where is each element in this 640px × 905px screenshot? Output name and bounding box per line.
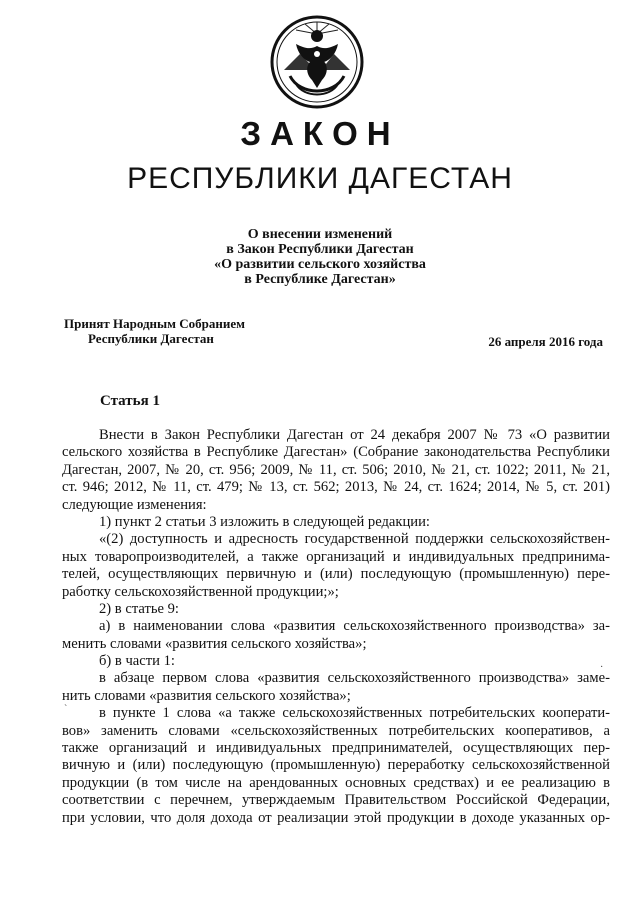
dagestan-coat-of-arms-icon (270, 14, 364, 110)
body-line: телей, осуществляющих первичную и (или) последующую (промышленную) пере- (62, 566, 610, 583)
body-line: в пункте 1 слова «а также сельскохозяйственных потребительских кооперати- (99, 705, 610, 722)
law-subtitle (0, 227, 640, 287)
body-line: ных товаропроизводителей, а также организаций и индивидуальных предпринима- (62, 548, 610, 565)
adoption-date: 26 апреля 2016 года (488, 334, 603, 349)
adoption-line-2: Республики Дагестан (88, 331, 214, 346)
article-body (62, 427, 610, 827)
body-line: ст. 946; 2012, № 11, ст. 479; № 13, ст. 562; 2013, № 24, ст. 1624; 2014, № 5, ст. 201) (62, 479, 610, 496)
body-line: 2) в статье 9: (99, 600, 179, 617)
body-line: а) в наименовании слова «развития сельскохозяйственного производства» за- (99, 618, 610, 635)
body-line: менить словами «развития сельского хозяйства»; (62, 635, 367, 652)
republic-title: РЕСПУБЛИКИ ДАГЕСТАН (127, 162, 513, 195)
body-line: в абзаце первом слова «развития сельскохозяйственного производства» заме- (99, 670, 610, 687)
scan-speck: ˋ (64, 704, 68, 715)
body-line: соответствии с перечнем, утверждаемым Правительством Российской Федерации, (62, 792, 610, 809)
body-line: сельского хозяйства в Республике Дагестан» (Собрание законодательства Республики (62, 444, 610, 461)
law-title: ЗАКОН (240, 115, 400, 152)
subtitle-line: в Республике Дагестан» (244, 272, 396, 287)
body-line: при условии, что доля дохода от реализации этой продукции в доходе указанных ор- (62, 809, 610, 826)
body-line: б) в части 1: (99, 653, 175, 670)
adoption-line-1: Принят Народным Собранием (64, 316, 246, 331)
body-line: нить словами «развития сельского хозяйства»; (62, 687, 351, 704)
subtitle-line: в Закон Республики Дагестан (226, 242, 414, 257)
body-line: «(2) доступность и адресность государственной поддержки сельскохозяйствен- (99, 531, 610, 548)
adoption-block (64, 316, 245, 346)
subtitle-line: О внесении изменений (247, 227, 393, 242)
body-line: продукции (в том числе на арендованных основных средствах) и ее реализацию в (62, 774, 610, 791)
body-line: также организаций и индивидуальных предпринимателей, осуществляющих пер- (62, 740, 610, 757)
body-line: вичную и (или) последующую (промышленную) переработку сельскохозяйственной (62, 757, 610, 774)
body-line: следующие изменения: (62, 496, 207, 513)
scan-speck: · (600, 662, 604, 673)
body-line: работку сельскохозяйственной продукции;»; (62, 583, 339, 600)
article-heading: Статья 1 (100, 393, 160, 409)
subtitle-line: «О развитии сельского хозяйства (214, 257, 426, 272)
body-line: Дагестан, 2007, № 20, ст. 956; 2009, № 11, ст. 506; 2010, № 21, ст. 1022; 2011, № 21, (62, 461, 610, 478)
body-line: вов» заменить словами «сельскохозяйственных потребительских кооперативов, а (62, 722, 610, 739)
body-line: Внести в Закон Республики Дагестан от 24 декабря 2007 № 73 «О развитии (99, 427, 610, 443)
body-line: 1) пункт 2 статьи 3 изложить в следующей редакции: (99, 513, 430, 530)
